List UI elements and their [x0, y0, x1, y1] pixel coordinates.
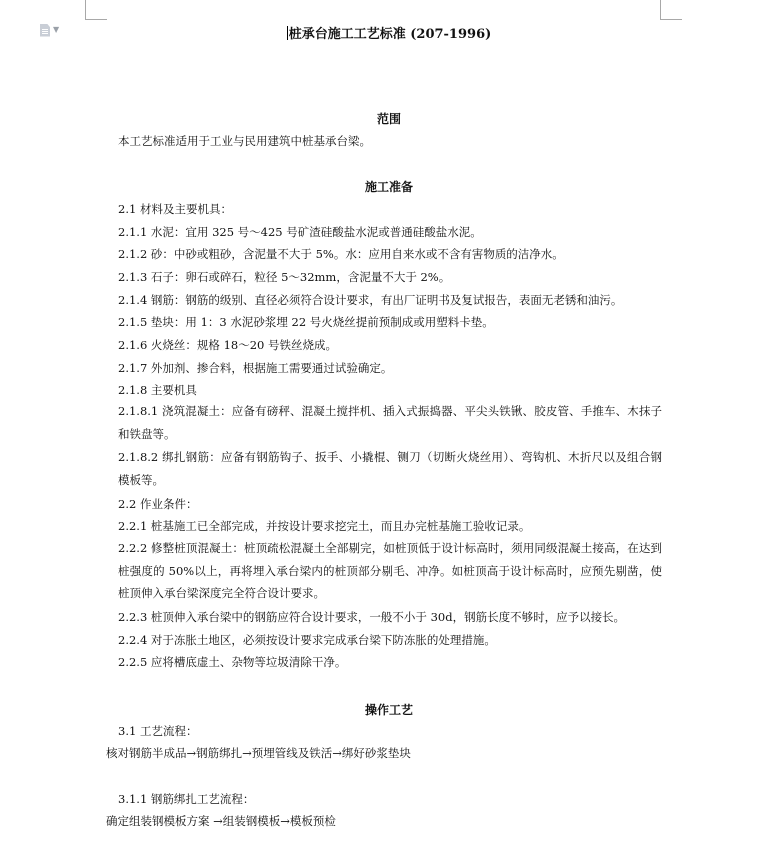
list-item: 2.2.4 对于冻胀土地区，必须按设计要求完成承台梁下防冻胀的处理措施。: [118, 633, 496, 647]
list-item: 2.1.2 砂：中砂或粗砂，含泥量不大于 5%。水：应用自来水或不含有害物质的洁净水。: [118, 247, 564, 261]
list-item: 2.1.5 垫块：用 1：3 水泥砂浆埋 22 号火烧丝提前预制成或用塑料卡垫。: [118, 315, 494, 329]
section-heading-scope: 范围: [376, 112, 401, 126]
list-item: 3.1.1 钢筋绑扎工艺流程：: [118, 792, 255, 806]
document-title[interactable]: 桩承台施工工艺标准 (207-1996): [288, 27, 492, 42]
text-cursor: [287, 26, 288, 40]
section-heading-operation: 操作工艺: [364, 703, 413, 717]
paragraph-222: 2.2.2 修整桩顶混凝土：桩顶疏松混凝土全部剔完，如桩顶低于设计标高时，须用同级混凝土接高，在达到桩强度的 50%以上，再将埋入承台梁内的桩顶部分剔毛、冲净。如桩顶高于设计标高时，应预先剔凿，使桩顶伸入承台梁深度完全符合设计要求。: [118, 541, 662, 600]
crop-mark: [85, 0, 86, 20]
paragraph-2181: 2.1.8.1 浇筑混凝土：应备有磅秤、混凝土搅拌机、插入式振捣器、平尖头铁锹、胶皮管、手推车、木抹子和铁盘等。: [118, 404, 662, 441]
list-item: 2.1.7 外加剂、掺合料，根据施工需要通过试验确定。: [118, 361, 393, 375]
chevron-down-icon: ▼: [53, 25, 60, 34]
list-item: 2.1.8 主要机具: [118, 383, 197, 397]
scope-text: 本工艺标准适用于工业与民用建筑中桩基承台梁。: [118, 134, 371, 148]
list-item: 2.2.3 桩顶伸入承台梁中的钢筋应符合设计要求，一般不小于 30d，钢筋长度不够时，应予以接长。: [118, 610, 626, 624]
paragraph-2182: 2.1.8.2 绑扎钢筋：应备有钢筋钩子、扳手、小撬棍、铡刀（切断火烧丝用）、弯钩机、木折尺以及组合钢模板等。: [118, 450, 662, 487]
crop-mark: [660, 0, 661, 20]
list-item: 2.1.6 火烧丝：规格 18～20 号铁丝烧成。: [118, 338, 337, 352]
list-item: 3.1 工艺流程：: [118, 724, 198, 738]
list-item: 2.2 作业条件：: [118, 497, 198, 511]
list-item: 2.1 材料及主要机具：: [118, 202, 232, 216]
process-flow: 核对钢筋半成品→钢筋绑扎→预埋管线及铁活→绑好砂浆垫块: [106, 746, 411, 760]
section-heading-preparation: 施工准备: [364, 180, 413, 194]
list-item: 2.2.1 桩基施工已全部完成，并按设计要求挖完土，而且办完桩基施工验收记录。: [118, 519, 531, 533]
list-item: 2.1.3 石子：卵石或碎石，粒径 5～32mm，含泥量不大于 2%。: [118, 270, 451, 284]
list-item: 2.1.4 钢筋：钢筋的级别、直径必须符合设计要求，有出厂证明书及复试报告，表面无老锈和油污。: [118, 293, 623, 307]
process-flow: 确定组装钢模板方案 →组装钢模板→模板预检: [106, 814, 336, 828]
crop-mark: [660, 19, 682, 20]
list-item: 2.2.5 应将槽底虚土、杂物等垃圾清除干净。: [118, 655, 347, 669]
crop-mark: [85, 19, 107, 20]
list-item: 2.1.1 水泥：宜用 325 号～425 号矿渣硅酸盐水泥或普通硅酸盐水泥。: [118, 225, 482, 239]
